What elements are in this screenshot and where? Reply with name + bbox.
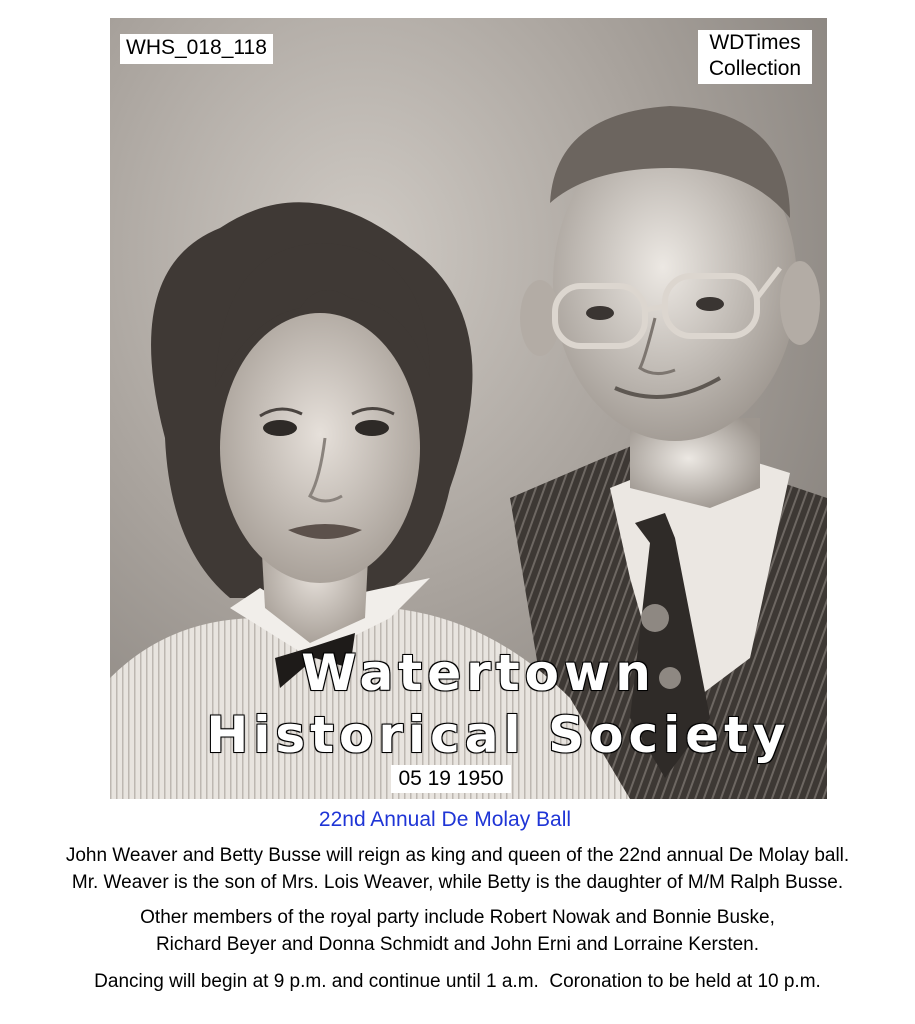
caption-paragraph-2-line-2: Richard Beyer and Donna Schmidt and John Erni and Lorraine Kersten.: [155, 934, 760, 955]
caption-paragraph-3: Dancing will begin at 9 p.m. and continue until 1 a.m. Coronation to be held at 10 p.m.: [94, 971, 821, 992]
caption-paragraph-1-line-2: Mr. Weaver is the son of Mrs. Lois Weaver, while Betty is the daughter of M/M Ralph Busse.: [71, 872, 844, 893]
watermark-line-1: Watertown: [301, 644, 656, 702]
caption-title: 22nd Annual De Molay Ball: [318, 808, 572, 831]
collection-label: WDTimes Collection: [698, 30, 812, 84]
watermark-line-2: Historical Society: [206, 706, 791, 764]
caption-paragraph-1-line-1: John Weaver and Betty Busse will reign as king and queen of the 22nd annual De Molay ball.: [65, 845, 850, 866]
catalog-id-label: WHS_018_118: [120, 34, 273, 64]
caption-paragraph-2-line-1: Other members of the royal party include Robert Nowak and Bonnie Buske,: [140, 907, 775, 928]
photo-date-label: 05 19 1950: [391, 765, 511, 793]
caption-paragraph-1: [0, 842, 915, 896]
caption-paragraph-2: [0, 904, 915, 958]
